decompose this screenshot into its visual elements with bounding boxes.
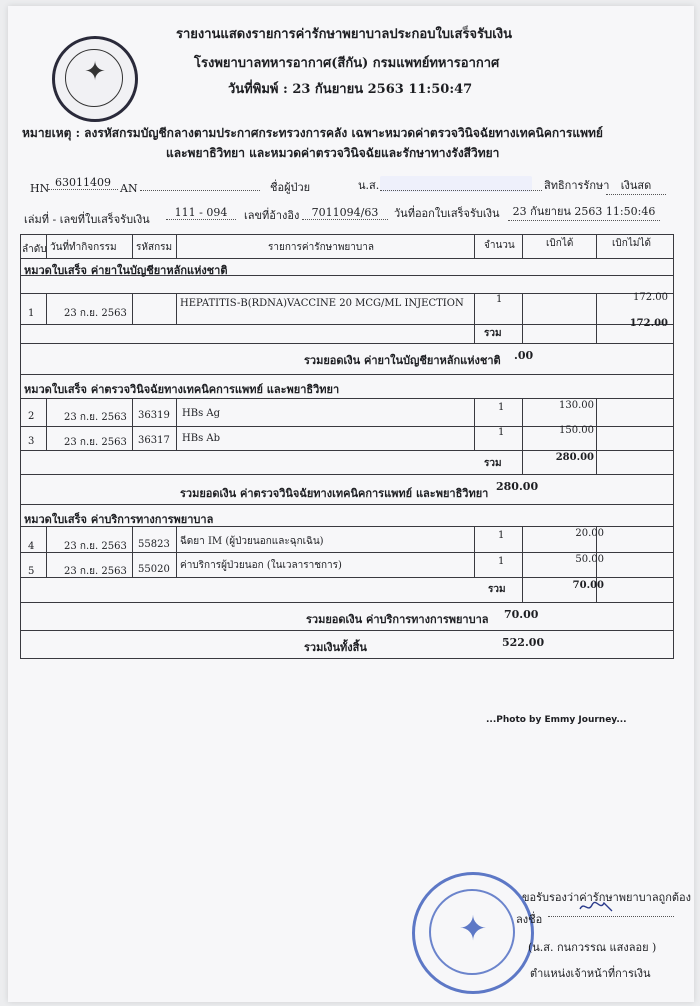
col-header-code: รหัสกรม: [136, 242, 173, 253]
name-underline: [380, 176, 542, 191]
row-code: 36317: [138, 435, 170, 446]
hn-label: HN: [30, 182, 50, 195]
row-date: 23 ก.ย. 2563: [64, 412, 127, 423]
row-claim: 50.00: [575, 554, 604, 565]
section-total-value: .00: [514, 349, 534, 362]
grand-total-value: 522.00: [502, 636, 545, 649]
subtotal-label: รวม: [488, 584, 506, 595]
issue-date-value: 23 กันยายน 2563 11:50:46: [508, 202, 660, 221]
col-header-no: ลำดับ: [22, 244, 47, 255]
subtotal-nonclaim: 172.00: [629, 318, 668, 329]
reference-value: 7011094/63: [302, 206, 388, 220]
report-title: รายงานแสดงรายการค่ารักษาพยาบาลประกอบใบเสร็จรับเงิน: [176, 27, 512, 42]
section-title: หมวดใบเสร็จ ค่าตรวจวินิจฉัยทางเทคนิคการแพทย์ และพยาธิวิทยา: [24, 383, 340, 396]
patient-name-prefix: น.ส.: [358, 179, 380, 192]
section-title: หมวดใบเสร็จ ค่าบริการทางการพยาบาล: [24, 513, 214, 526]
row-date: 23 ก.ย. 2563: [64, 541, 127, 552]
section-total-label: รวมยอดเงิน ค่ายาในบัญชียาหลักแห่งชาติ: [304, 354, 501, 367]
reference-label: เลขที่อ้างอิง: [244, 209, 300, 222]
row-item: ฉีดยา IM (ผู้ป่วยนอกและฉุกเฉิน): [180, 536, 324, 547]
row-code: 36319: [138, 410, 170, 421]
row-no: 1: [28, 308, 35, 319]
grand-total-label: รวมเงินทั้งสิ้น: [304, 641, 367, 654]
row-qty: 1: [496, 294, 503, 305]
row-claim: 150.00: [559, 425, 594, 436]
col-header-date: วันที่ทำกิจกรรม: [50, 242, 117, 253]
hospital-seal-icon: ✦: [52, 36, 138, 122]
row-date: 23 ก.ย. 2563: [64, 566, 127, 577]
section-total-label: รวมยอดเงิน ค่าตรวจวินิจฉัยทางเทคนิคการแพทย์ และพยาธิวิทยา: [180, 487, 489, 500]
subtotal-label: รวม: [484, 328, 502, 339]
row-qty: 1: [498, 402, 505, 413]
sign-label: ลงชื่อ: [516, 913, 543, 926]
hospital-name: โรงพยาบาลทหารอากาศ(สีกัน) กรมแพทย์ทหารอากาศ: [194, 56, 500, 71]
signer-name: (น.ส. กนกวรรณ แสงลอย ): [528, 941, 657, 954]
row-qty: 1: [498, 427, 505, 438]
row-claim: 20.00: [575, 528, 604, 539]
section-total-value: 70.00: [504, 608, 539, 621]
row-no: 3: [28, 436, 35, 447]
patient-name-label: ชื่อผู้ป่วย: [270, 181, 311, 194]
subtotal-claim: 70.00: [572, 580, 604, 591]
row-date: 23 ก.ย. 2563: [64, 437, 127, 448]
row-no: 5: [28, 566, 35, 577]
row-item: HBs Ag: [182, 408, 221, 419]
row-qty: 1: [498, 530, 505, 541]
receipt-book-label: เล่มที่ - เลขที่ใบเสร็จรับเงิน: [24, 213, 150, 226]
rights-value: เงินสด: [606, 176, 666, 195]
col-header-nonclaim: เบิกไม่ได้: [612, 238, 651, 249]
signer-position: ตำแหน่งเจ้าหน้าที่การเงิน: [530, 967, 651, 980]
an-label: AN: [120, 182, 138, 195]
row-item: HBs Ab: [182, 433, 221, 444]
note-line-1: หมายเหตุ : ลงรหัสกรมบัญชีกลางตามประกาศกระทรวงการคลัง เฉพาะหมวดค่าตรวจวินิจฉัยทางเทคนิคการแพทย์: [22, 126, 603, 140]
issue-date-label: วันที่ออกใบเสร็จรับเงิน: [394, 207, 500, 220]
col-header-claim: เบิกได้: [546, 238, 574, 249]
row-qty: 1: [498, 556, 505, 567]
row-date: 23 ก.ย. 2563: [64, 308, 127, 319]
col-header-qty: จำนวน: [484, 240, 515, 251]
signature-icon: [574, 899, 618, 915]
receipt-book-value: 111 - 094: [166, 206, 236, 220]
an-value: [140, 176, 260, 191]
section-total-value: 280.00: [496, 480, 539, 493]
section-total-label: รวมยอดเงิน ค่าบริการทางการพยาบาล: [306, 613, 489, 626]
row-no: 4: [28, 541, 35, 552]
row-nonclaim: 172.00: [633, 292, 668, 303]
row-item: ค่าบริการผู้ป่วยนอก (ในเวลาราชการ): [180, 560, 342, 571]
row-item: HEPATITIS-B(RDNA)VACCINE 20 MCG/ML INJECTION: [180, 298, 464, 309]
subtotal-claim: 280.00: [555, 452, 594, 463]
subtotal-label: รวม: [484, 458, 502, 469]
photo-credit: ...Photo by Emmy Journey...: [486, 715, 627, 725]
row-code: 55823: [138, 539, 170, 550]
hn-value: 63011409: [48, 176, 118, 190]
col-header-item: รายการค่ารักษาพยาบาล: [268, 242, 374, 253]
receipt-paper: [8, 6, 694, 1002]
row-no: 2: [28, 411, 35, 422]
section-title: หมวดใบเสร็จ ค่ายาในบัญชียาหลักแห่งชาติ: [24, 264, 228, 277]
certify-text: ขอรับรองว่าค่ารักษาพยาบาลถูกต้อง: [522, 891, 692, 904]
row-claim: 130.00: [559, 400, 594, 411]
row-code: 55020: [138, 564, 170, 575]
rights-label: สิทธิการรักษา: [544, 179, 610, 192]
hospital-stamp-icon: ✦: [412, 872, 534, 994]
note-line-2: และพยาธิวิทยา และหมวดค่าตรวจวินิจฉัยและรักษาทางรังสีวิทยา: [166, 146, 500, 160]
print-date: วันที่พิมพ์ : 23 กันยายน 2563 11:50:47: [228, 82, 473, 97]
